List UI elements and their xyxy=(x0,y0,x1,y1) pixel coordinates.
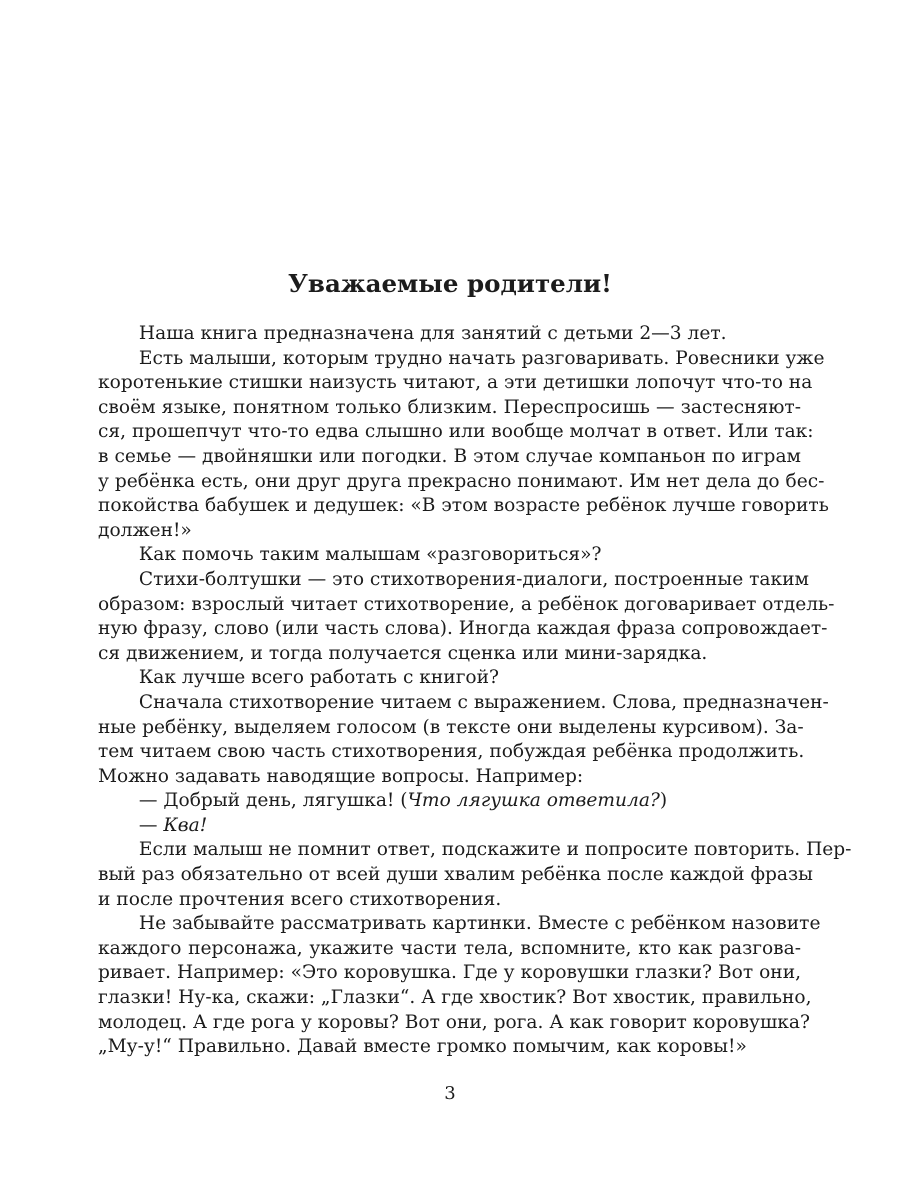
text-line: Если малыш не помнит ответ, подскажите и попросите повторить. Пер- xyxy=(138,839,852,861)
text-line: Есть малыши, которым трудно начать разговаривать. Ровесники уже xyxy=(138,347,825,369)
italic-hint: Что лягушка ответила? xyxy=(407,790,660,812)
text-line: Сначала стихотворение читаем с выражением. Слова, предназначен- xyxy=(138,691,829,713)
text-line: тем читаем свою часть стихотворения, побуждая ребёнка продолжить. xyxy=(98,741,805,763)
text-line: образом: взрослый читает стихотворение, а ребёнок договаривает отдель- xyxy=(98,593,835,615)
text-line: каждого персонажа, укажите части тела, вспомните, кто как разгова- xyxy=(98,937,801,959)
paragraph-question-work xyxy=(98,666,801,691)
paragraph-method xyxy=(98,691,829,789)
dialogue-dash: — xyxy=(138,814,164,836)
text-line: и после прочтения всего стихотворения. xyxy=(98,888,502,910)
text-line: молодец. А где рога у коровы? Вот они, рога. А как говорит коровушка? xyxy=(98,1011,810,1033)
paragraph-verses xyxy=(98,568,835,666)
text-line: Как помочь таким малышам «разговориться»? xyxy=(138,544,602,566)
text-line: покойства бабушек и дедушек: «В этом возрасте ребёнок лучше говорить xyxy=(98,495,829,517)
text-line: „Му-у!“ Правильно. Давай вместе громко помычим, как коровы!» xyxy=(98,1036,747,1058)
text-line: Не забывайте рассматривать картинки. Вместе с ребёнком назовите xyxy=(138,913,821,935)
text-line xyxy=(98,814,801,839)
paragraph-question-help xyxy=(98,543,801,568)
text-line: ные ребёнку, выделяем голосом (в тексте они выделены курсивом). За- xyxy=(98,716,804,738)
paragraph-intro xyxy=(98,322,801,347)
text-line: Наша книга предназначена для занятий с детьми 2—3 лет. xyxy=(138,323,727,344)
italic-answer: Ква! xyxy=(163,814,208,836)
paragraph-difficulty xyxy=(98,347,829,544)
page-number: 3 xyxy=(444,1083,456,1104)
text-line: ся, прошепчут что-то едва слышно или вообще молчат в ответ. Или так: xyxy=(98,421,814,443)
text-line: вый раз обязательно от всей души хвалим ребёнка после каждой фразы xyxy=(98,864,813,886)
text-line: ную фразу, слово (или часть слова). Иногда каждая фраза сопровождает- xyxy=(98,618,828,640)
text-line xyxy=(98,789,801,814)
page-title: Уважаемые родители! xyxy=(288,269,612,298)
paragraph-praise xyxy=(98,838,852,912)
text-line: своём языке, понятном только близким. Переспросишь — застесняют- xyxy=(98,396,801,418)
text-line: Можно задавать наводящие вопросы. Например: xyxy=(98,765,584,787)
dialogue-line-kva xyxy=(98,814,801,839)
text-line: коротенькие стишки наизусть читают, а эти детишки лопочут что-то на xyxy=(98,372,813,394)
text-line: в семье — двойняшки или погодки. В этом случае компаньон по играм xyxy=(98,445,801,467)
paragraph-pictures xyxy=(98,912,821,1060)
text-line: Стихи-болтушки — это стихотворения-диалоги, построенные таким xyxy=(138,568,809,590)
text-line: должен!» xyxy=(98,519,192,541)
dialogue-text: — Добрый день, лягушка! ( xyxy=(138,790,408,812)
text-line: Как лучше всего работать с книгой? xyxy=(138,667,499,689)
text-line: ся движением, и тогда получается сценка или мини-зарядка. xyxy=(98,642,708,664)
dialogue-line-frog xyxy=(98,789,801,814)
text-line: глазки! Ну-ка, скажи: „Глазки“. А где хвостик? Вот хвостик, правильно, xyxy=(98,987,812,1009)
dialogue-close: ) xyxy=(659,790,668,812)
body-text xyxy=(98,322,852,1060)
text-line: у ребёнка есть, они друг друга прекрасно понимают. Им нет дела до бес- xyxy=(98,470,825,492)
text-line: ривает. Например: «Это коровушка. Где у коровушки глазки? Вот они, xyxy=(98,962,801,984)
